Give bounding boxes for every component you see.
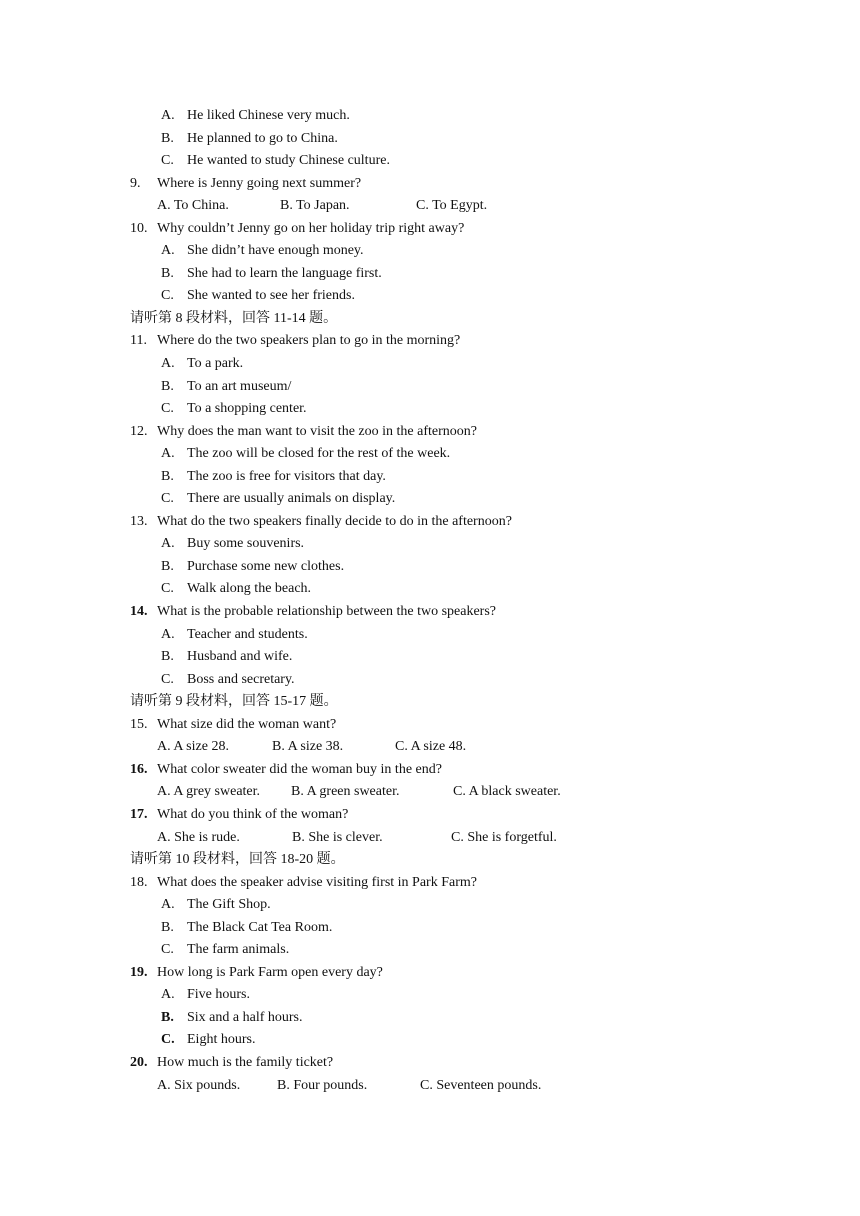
question-text: What does the speaker advise visiting first in Park Farm? bbox=[157, 874, 477, 890]
question-text: What color sweater did the woman buy in the end? bbox=[157, 761, 442, 777]
option-letter: C. bbox=[161, 942, 174, 958]
question-text: Where do the two speakers plan to go in the morning? bbox=[157, 333, 461, 349]
option-text: Buy some souvenirs. bbox=[187, 536, 305, 552]
answer-option bbox=[0, 646, 860, 669]
answer-option bbox=[0, 669, 860, 692]
option-text: The farm animals. bbox=[187, 942, 290, 958]
option-letter: A. bbox=[161, 356, 175, 372]
inline-option: C. Seventeen pounds. bbox=[420, 1077, 542, 1093]
answer-option bbox=[0, 466, 860, 489]
option-letter: A. bbox=[161, 243, 175, 259]
section-text: 请听第 9 段材料，回答 15-17 题。 bbox=[130, 694, 338, 710]
option-text: The Gift Shop. bbox=[187, 897, 271, 913]
option-letter: C. bbox=[161, 288, 174, 304]
question-line bbox=[0, 421, 860, 444]
option-text: He liked Chinese very much. bbox=[187, 108, 350, 123]
inline-option: B. A size 38. bbox=[272, 739, 344, 755]
answer-option bbox=[0, 240, 860, 263]
option-text: Six and a half hours. bbox=[187, 1009, 303, 1025]
inline-option: A. A size 28. bbox=[157, 739, 229, 755]
option-letter: A. bbox=[161, 987, 175, 1003]
answer-option bbox=[0, 105, 860, 128]
option-text: She had to learn the language first. bbox=[187, 265, 382, 281]
option-text: Walk along the beach. bbox=[187, 581, 312, 597]
answer-option bbox=[0, 894, 860, 917]
option-text: To a park. bbox=[187, 356, 244, 372]
section-instruction bbox=[0, 691, 860, 714]
answer-option bbox=[0, 917, 860, 940]
question-number: 19. bbox=[130, 964, 148, 980]
question-line bbox=[0, 1052, 860, 1075]
inline-options bbox=[0, 195, 860, 218]
question-text: Why does the man want to visit the zoo in the afternoon? bbox=[157, 423, 477, 439]
question-text: What is the probable relationship between the two speakers? bbox=[157, 604, 496, 620]
question-number: 13. bbox=[130, 513, 148, 529]
question-line bbox=[0, 759, 860, 782]
question-number: 16. bbox=[130, 761, 148, 777]
answer-option bbox=[0, 1007, 860, 1030]
inline-option: A. Six pounds. bbox=[157, 1077, 241, 1093]
question-line bbox=[0, 601, 860, 624]
question-text: What do the two speakers finally decide to do in the afternoon? bbox=[157, 513, 512, 529]
answer-option bbox=[0, 488, 860, 511]
option-letter: C. bbox=[161, 401, 174, 417]
section-text: 请听第 10 段材料，回答 18-20 题。 bbox=[130, 852, 345, 868]
answer-option bbox=[0, 443, 860, 466]
question-text: How much is the family ticket? bbox=[157, 1054, 334, 1070]
inline-option: C. She is forgetful. bbox=[451, 829, 557, 845]
option-text: Teacher and students. bbox=[187, 626, 308, 642]
question-number: 20. bbox=[130, 1054, 148, 1070]
option-text: To an art museum/ bbox=[187, 378, 292, 394]
question-number: 17. bbox=[130, 806, 148, 822]
answer-option bbox=[0, 263, 860, 286]
option-letter: B. bbox=[161, 468, 174, 484]
option-text: Eight hours. bbox=[187, 1032, 256, 1048]
inline-option: C. A size 48. bbox=[395, 739, 467, 755]
inline-option: B. She is clever. bbox=[292, 829, 383, 845]
answer-option bbox=[0, 398, 860, 421]
answer-option bbox=[0, 624, 860, 647]
option-text: Purchase some new clothes. bbox=[187, 558, 345, 574]
option-text: There are usually animals on display. bbox=[187, 491, 396, 507]
inline-option: B. A green sweater. bbox=[291, 784, 400, 800]
question-line bbox=[0, 173, 860, 196]
option-text: He planned to go to China. bbox=[187, 130, 338, 146]
answer-option bbox=[0, 1029, 860, 1052]
option-letter: A. bbox=[161, 446, 175, 462]
option-letter: B. bbox=[161, 1009, 174, 1025]
question-text: Why couldn’t Jenny go on her holiday trip right away? bbox=[157, 220, 465, 236]
option-letter: B. bbox=[161, 649, 174, 665]
option-letter: C. bbox=[161, 671, 174, 687]
question-number: 10. bbox=[130, 220, 148, 236]
answer-option bbox=[0, 150, 860, 173]
option-letter: A. bbox=[161, 108, 175, 123]
question-line bbox=[0, 330, 860, 353]
question-number: 9. bbox=[130, 175, 141, 191]
option-text: He wanted to study Chinese culture. bbox=[187, 153, 390, 169]
option-text: The zoo is free for visitors that day. bbox=[187, 468, 386, 484]
answer-option bbox=[0, 578, 860, 601]
option-letter: B. bbox=[161, 919, 174, 935]
option-text: To a shopping center. bbox=[187, 401, 307, 417]
answer-option bbox=[0, 285, 860, 308]
answer-option bbox=[0, 533, 860, 556]
question-number: 12. bbox=[130, 423, 148, 439]
question-line bbox=[0, 872, 860, 895]
option-letter: B. bbox=[161, 558, 174, 574]
option-text: The zoo will be closed for the rest of the week. bbox=[187, 446, 451, 462]
question-line bbox=[0, 218, 860, 241]
answer-option bbox=[0, 376, 860, 399]
option-letter: A. bbox=[161, 536, 175, 552]
exam-page bbox=[0, 105, 860, 1097]
option-letter: B. bbox=[161, 265, 174, 281]
answer-option bbox=[0, 353, 860, 376]
inline-option: B. Four pounds. bbox=[277, 1077, 368, 1093]
inline-options bbox=[0, 781, 860, 804]
option-text: Five hours. bbox=[187, 987, 250, 1003]
option-text: She wanted to see her friends. bbox=[187, 288, 355, 304]
inline-option: C. To Egypt. bbox=[416, 198, 488, 214]
inline-option: A. She is rude. bbox=[157, 829, 240, 845]
inline-option: A. To China. bbox=[157, 198, 229, 214]
answer-option bbox=[0, 128, 860, 151]
question-text: Where is Jenny going next summer? bbox=[157, 175, 362, 191]
inline-options bbox=[0, 736, 860, 759]
answer-option bbox=[0, 556, 860, 579]
question-line bbox=[0, 511, 860, 534]
section-instruction bbox=[0, 308, 860, 331]
question-number: 18. bbox=[130, 874, 148, 890]
question-line bbox=[0, 804, 860, 827]
option-letter: A. bbox=[161, 897, 175, 913]
option-text: Husband and wife. bbox=[187, 649, 293, 665]
option-letter: A. bbox=[161, 626, 175, 642]
question-text: What do you think of the woman? bbox=[157, 806, 349, 822]
inline-options bbox=[0, 827, 860, 850]
option-letter: C. bbox=[161, 491, 174, 507]
option-letter: B. bbox=[161, 130, 174, 146]
inline-option: B. To Japan. bbox=[280, 198, 350, 214]
inline-option: A. A grey sweater. bbox=[157, 784, 261, 800]
section-text: 请听第 8 段材料，回答 11-14 题。 bbox=[130, 310, 338, 326]
option-letter: C. bbox=[161, 581, 174, 597]
option-text: The Black Cat Tea Room. bbox=[187, 919, 333, 935]
section-instruction bbox=[0, 849, 860, 872]
answer-option bbox=[0, 939, 860, 962]
question-number: 15. bbox=[130, 716, 148, 732]
question-number: 11. bbox=[130, 333, 147, 349]
answer-option bbox=[0, 984, 860, 1007]
question-text: How long is Park Farm open every day? bbox=[157, 964, 383, 980]
inline-option: C. A black sweater. bbox=[453, 784, 561, 800]
option-letter: C. bbox=[161, 153, 174, 169]
question-line bbox=[0, 714, 860, 737]
inline-options bbox=[0, 1075, 860, 1098]
option-letter: B. bbox=[161, 378, 174, 394]
question-number: 14. bbox=[130, 604, 148, 620]
option-text: Boss and secretary. bbox=[187, 671, 295, 687]
question-text: What size did the woman want? bbox=[157, 716, 337, 732]
option-letter: C. bbox=[161, 1032, 175, 1048]
option-text: She didn’t have enough money. bbox=[187, 243, 364, 259]
question-line bbox=[0, 962, 860, 985]
